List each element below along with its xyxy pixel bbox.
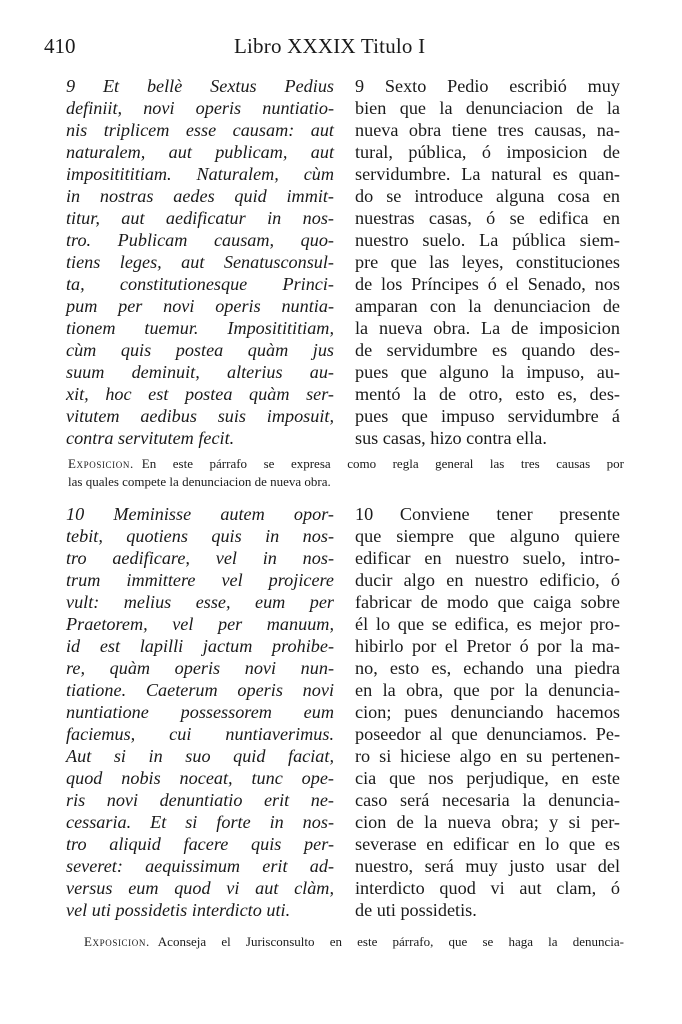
page-header: [44, 34, 644, 60]
text-line: amparan con la denunciacion de: [355, 296, 620, 316]
section-10-spanish-text: [355, 503, 620, 921]
text-line: Aut si in suo quid faciat,: [66, 746, 334, 766]
running-title: Libro XXXIX Titulo I: [234, 34, 426, 58]
text-line: la nueva obra. La de imposicion: [355, 318, 620, 338]
text-line: nis triplicem esse causam: aut: [66, 120, 334, 140]
text-line: cessaria. Et si forte in nos-: [66, 812, 334, 832]
text-line: ducir algo en nuestro edificio, ó: [355, 570, 620, 590]
text-line: vel uti possidetis interdicto uti.: [66, 900, 291, 920]
exposition-text: En este párrafo se expresa como regla general las tres causas por: [141, 456, 624, 471]
text-line: de servidumbre es quando des-: [355, 340, 620, 360]
section-10-latin-text: [66, 503, 334, 921]
text-line: xit, hoc est postea quàm ser-: [66, 384, 334, 404]
text-line: en la obra, que por la denuncia-: [355, 680, 620, 700]
text-line: tebit, quotiens quis in nos-: [66, 526, 334, 546]
text-line: suum deminuit, alterius au-: [66, 362, 334, 382]
text-line: vitutem aedibus suis imposuit,: [66, 406, 334, 426]
text-line: de los Príncipes ó el Senado, nos: [355, 274, 620, 294]
text-line: nueva obra tiene tres causas, na-: [355, 120, 620, 140]
text-line: re, quàm operis novi nun-: [66, 658, 334, 678]
text-line: tiatione. Caeterum operis novi: [66, 680, 334, 700]
text-line: vult: melius esse, eum per: [66, 592, 334, 612]
text-line: 10 Meminisse autem opor-: [66, 504, 334, 524]
text-line: pre que las leyes, constituciones: [355, 252, 620, 272]
page-number: 410: [44, 34, 76, 58]
text-line: in nostras aedes quid immit-: [66, 186, 334, 206]
text-line: definiit, novi operis nuntiatio-: [66, 98, 334, 118]
text-line: cion de la nueva obra; y si per-: [355, 812, 620, 832]
text-line: contra servitutem fecit.: [66, 428, 235, 448]
text-line: impositititiam. Naturalem, cùm: [66, 164, 334, 184]
text-line: sus casas, hizo contra ella.: [355, 428, 547, 448]
text-line: edificar en nuestro suelo, intro-: [355, 548, 620, 568]
text-line: poseedor al que denunciamos. Pe-: [355, 724, 620, 744]
text-line: nuestras casas, ó se edifica en: [355, 208, 620, 228]
text-line: 9 Sexto Pedio escribió muy: [355, 76, 620, 96]
text-line: no, esto es, echando una piedra: [355, 658, 620, 678]
text-line: pues que alguno la impuso, au-: [355, 362, 620, 382]
text-line: tiens leges, aut Senatusconsul-: [66, 252, 334, 272]
text-line: hibirlo por el Pretor ó por la ma-: [355, 636, 620, 656]
section-9-latin-text: [66, 75, 334, 449]
exposition-note-10: [84, 933, 624, 951]
text-line: ta, constitutionesque Princi-: [66, 274, 334, 294]
exposition-label: Exposicion.: [84, 934, 150, 949]
text-line: nuestro suelo. La pública siem-: [355, 230, 620, 250]
text-line: quod nobis noceat, tunc ope-: [66, 768, 334, 788]
text-line: Praetorem, vel per manuum,: [66, 614, 334, 634]
text-line: cion; pues denunciando hacemos: [355, 702, 620, 722]
exposition-line: las quales compete la denunciacion de nueva obra.: [68, 474, 331, 489]
text-line: interdicto quod vi aut clam, ó: [355, 878, 620, 898]
text-line: cia que nos perjudique, en este: [355, 768, 620, 788]
text-line: faciemus, cui nuntiaverimus.: [66, 724, 334, 744]
text-line: tro. Publicam causam, quo-: [66, 230, 334, 250]
exposition-line: [84, 933, 624, 951]
text-line: 9 Et bellè Sextus Pedius: [66, 76, 334, 96]
exposition-label: Exposicion.: [68, 456, 134, 471]
text-line: tionem tuemur. Impositititiam,: [66, 318, 334, 338]
text-line: versus eum quod vi aut clàm,: [66, 878, 334, 898]
text-line: fabricar de modo que caiga sobre: [355, 592, 620, 612]
text-line: pues que impuso servidumbre á: [355, 406, 620, 426]
text-line: titur, aut aedificatur in nos-: [66, 208, 334, 228]
exposition-line: [68, 455, 624, 473]
text-line: mentó la de otro, esto es, des-: [355, 384, 620, 404]
text-line: tural, pública, ó imposicion de: [355, 142, 620, 162]
text-line: severase en edificar en lo que es: [355, 834, 620, 854]
text-line: naturalem, aut publicam, aut: [66, 142, 334, 162]
text-line: nuestro, será muy justo usar del: [355, 856, 620, 876]
text-line: de uti possidetis.: [355, 900, 477, 920]
text-line: tro aedificare, vel in nos-: [66, 548, 334, 568]
text-line: 10 Conviene tener presente: [355, 504, 620, 524]
text-line: servidumbre. La natural es quan-: [355, 164, 620, 184]
text-line: tro aliquid facere quis per-: [66, 834, 334, 854]
exposition-note-9: [68, 455, 624, 491]
text-line: bien que la denunciacion de la: [355, 98, 620, 118]
text-line: caso será necesaria la denuncia-: [355, 790, 620, 810]
text-line: severet: aequissimum erit ad-: [66, 856, 334, 876]
text-line: nuntiatione possessorem eum: [66, 702, 334, 722]
text-line: él lo que se edifica, es mejor pro-: [355, 614, 620, 634]
exposition-text: Aconseja el Jurisconsulto en este párrafo, que se haga la denuncia-: [157, 934, 624, 949]
text-line: do se introduce alguna cosa en: [355, 186, 620, 206]
text-line: que siempre que alguno quiere: [355, 526, 620, 546]
text-line: id est lapilli jactum prohibe-: [66, 636, 334, 656]
section-9-spanish-text: [355, 75, 620, 449]
text-line: ro si hiciese algo en su pertenen-: [355, 746, 620, 766]
text-line: pum per novi operis nuntia-: [66, 296, 334, 316]
text-line: trum immittere vel projicere: [66, 570, 334, 590]
text-line: ris novi denuntiatio erit ne-: [66, 790, 334, 810]
text-line: cùm quis postea quàm jus: [66, 340, 334, 360]
